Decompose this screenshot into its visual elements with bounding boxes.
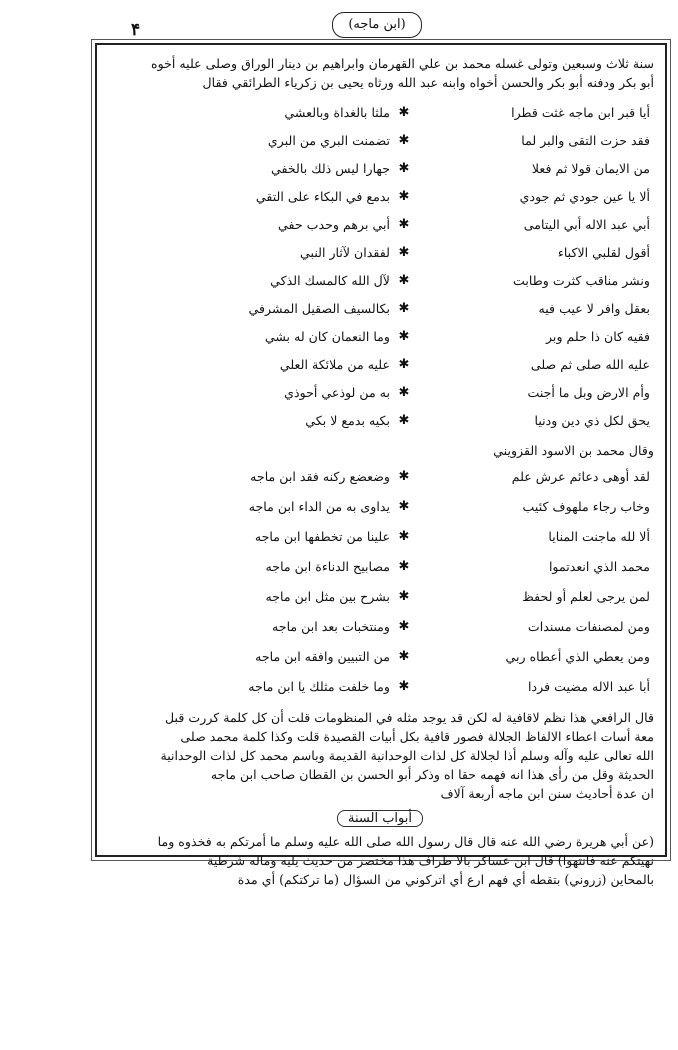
hemistich-second: عليه من ملائكة العلي: [279, 357, 390, 372]
verse-separator-star: ✱: [398, 385, 410, 400]
hemistich-second: أبي برهم وحدب حفي: [278, 217, 390, 232]
hemistich-first: أبا عبد الاله مضيت فردا: [528, 679, 650, 694]
verse-separator-star: ✱: [398, 301, 410, 316]
hemistich-first: بعقل وافر لا عيب فيه: [538, 301, 650, 316]
verse-separator-star: ✱: [398, 559, 410, 574]
verse: [100, 407, 660, 435]
text-line: الله تعالى عليه وآله وسلم أذا لجلالة كل لذات الوحدانية القديمة وباسم محمد كل لذات الوحدانية: [160, 748, 654, 763]
hemistich-second: به من لوذعي أحوذي: [284, 385, 390, 400]
verse-separator-star: ✱: [398, 217, 410, 232]
text-line: الحديثة وقل من رأى هذا انه فهمه حقا اه وذكر أبو الحسن بن القطان صاحب ابن ماجه: [210, 767, 654, 782]
section-title: [100, 809, 660, 828]
hemistich-second: لفقدان لآثار النبي: [300, 245, 390, 260]
verse: [100, 492, 660, 522]
hemistich-first: أقول لقلبي الاكباء: [557, 245, 650, 260]
hemistich-first: وخاب رجاء ملهوف كئيب: [522, 499, 650, 514]
hemistich-second: بدمع في البكاء على التقي: [255, 189, 390, 204]
verse: [100, 379, 660, 407]
verse-separator-star: ✱: [398, 619, 410, 634]
verse: [100, 183, 660, 211]
verse: [100, 155, 660, 183]
verse: [100, 351, 660, 379]
hemistich-first: ألا لله ماجنت المنايا: [548, 529, 650, 544]
hemistich-second: جهارا ليس ذلك بالخفي: [271, 161, 390, 176]
verse: [100, 552, 660, 582]
verse-separator-star: ✱: [398, 161, 410, 176]
verse: [100, 522, 660, 552]
text-line: سنة ثلاث وسبعين وتولى غسله محمد بن علي القهرمان وابراهيم بن دينار الوراق وصلى عليه أخوه: [151, 56, 654, 71]
verse: [100, 99, 660, 127]
hemistich-second: وما خلفت مثلك يا ابن ماجه: [248, 679, 390, 694]
hemistich-second: بكالسيف الصقيل المشرفي: [248, 301, 390, 316]
hemistich-first: ألا يا عين جودي ثم جودي: [519, 189, 650, 204]
hemistich-first: عليه الله صلى ثم صلى: [530, 357, 650, 372]
hadith-paragraph: [106, 832, 654, 889]
verse-separator-star: ✱: [398, 589, 410, 604]
verse: [100, 323, 660, 351]
verse-separator-star: ✱: [398, 413, 410, 428]
elegy-poem-2: [100, 462, 660, 702]
verse-separator-star: ✱: [398, 649, 410, 664]
verse-separator-star: ✱: [398, 679, 410, 694]
verse: [100, 642, 660, 672]
commentary-paragraph: [106, 708, 654, 803]
hemistich-first: يحق لكل ذي دين ودنيا: [534, 413, 650, 428]
hemistich-first: ومن لمصنفات مسندات: [527, 619, 650, 634]
hemistich-first: فقد حزت التقى والبر لما: [521, 133, 650, 148]
verse-separator-star: ✱: [398, 105, 410, 120]
hemistich-second: تضمنت البري من البري: [267, 133, 390, 148]
hemistich-second: يداوى به من الداء ابن ماجه: [248, 499, 390, 514]
hemistich-second: وضعضع ركنه فقد ابن ماجه: [250, 469, 390, 484]
verse: [100, 239, 660, 267]
verse-separator-star: ✱: [398, 245, 410, 260]
running-header: (ابن ماجه): [332, 12, 422, 38]
elegy-poem-1: [100, 99, 660, 435]
verse-separator-star: ✱: [398, 357, 410, 372]
page-number: ۴: [131, 20, 141, 40]
hemistich-first: أيا قبر ابن ماجه غثت قطرا: [511, 105, 650, 120]
hemistich-first: ونشر مناقب كثرت وطابت: [513, 273, 650, 288]
hemistich-first: لمن يرجى لعلم أو لحفظ: [522, 589, 650, 604]
hemistich-first: أبي عبد الاله أبي اليتامى: [523, 217, 650, 232]
poem-heading: وقال محمد بن الاسود القزويني: [493, 443, 654, 458]
hemistich-first: محمد الذي انعدتموا: [548, 559, 650, 574]
hemistich-second: ملثا بالغداة وبالعشي: [284, 105, 390, 120]
verse: [100, 612, 660, 642]
hemistich-first: لقد أوهى دعائم عرش علم: [511, 469, 650, 484]
hemistich-second: وما النعمان كان له بشي: [264, 329, 390, 344]
intro-paragraph: [106, 54, 654, 92]
section-title-text: أبواب السنة: [337, 810, 423, 827]
hemistich-first: وأم الارض وبل ما أجنت: [527, 385, 650, 400]
verse-separator-star: ✱: [398, 273, 410, 288]
verse-separator-star: ✱: [398, 499, 410, 514]
hemistich-first: فقيه كان ذا حلم وبر: [545, 329, 650, 344]
verse-separator-star: ✱: [398, 329, 410, 344]
verse-separator-star: ✱: [398, 189, 410, 204]
text-line: ان عدة أحاديث سنن ابن ماجه أربعة آلاف: [440, 786, 654, 801]
hemistich-second: علينا من تخطفها ابن ماجه: [254, 529, 390, 544]
page-content: [100, 54, 660, 887]
hemistich-second: من التبيين وافقه ابن ماجه: [255, 649, 390, 664]
text-line: أبو بكر ودفنه أبو بكر والحسن أخواه وابنه عبد الله ورثاه يحيى بن زكرياء الطرائقي فقال: [202, 75, 654, 90]
verse: [100, 127, 660, 155]
hemistich-first: من الايمان قولا ثم فعلا: [531, 161, 650, 176]
verse: [100, 267, 660, 295]
verse: [100, 462, 660, 492]
hemistich-second: بشرح بين مثل ابن ماجه: [265, 589, 390, 604]
text-line: (عن أبي هريرة رضي الله عنه قال قال رسول الله صلى الله عليه وسلم ما أمرتكم به فخذوه وما: [157, 834, 654, 849]
verse: [100, 672, 660, 702]
hemistich-first: ومن يعطي الذي أعطاه ربي: [505, 649, 650, 664]
text-line: معة أسات اعطاء الالفاظ الجلالة فصور قافية بكل أبيات القصيدة قلت وكذا كلمة محمد صلى: [180, 729, 654, 744]
verse-separator-star: ✱: [398, 133, 410, 148]
verse-separator-star: ✱: [398, 529, 410, 544]
verse: [100, 582, 660, 612]
verse: [100, 295, 660, 323]
text-line: نهيتكم عنه فانتهوا) قال ابن عساكر بالا طراف هذا مختصر من حديث يليه وماله شرطية: [207, 853, 654, 868]
verse: [100, 211, 660, 239]
hemistich-second: مصابيح الدناءة ابن ماجه: [265, 559, 390, 574]
text-line: بالمحاين (زروني) بتقطه أي فهم ارع أي اتركوني من السؤال (ما تركتكم) أي مدة: [237, 872, 654, 887]
text-line: قال الرافعي هذا نظم لاقافية له لكن قد يوجد مثله في المنظومات قلت أن كل كلمة كررت قبل: [165, 710, 654, 725]
verse-separator-star: ✱: [398, 469, 410, 484]
hemistich-second: لآل الله كالمسك الذكي: [270, 273, 390, 288]
hemistich-second: ومنتخبات بعد ابن ماجه: [272, 619, 390, 634]
hemistich-second: بكيه بدمع لا بكي: [305, 413, 390, 428]
